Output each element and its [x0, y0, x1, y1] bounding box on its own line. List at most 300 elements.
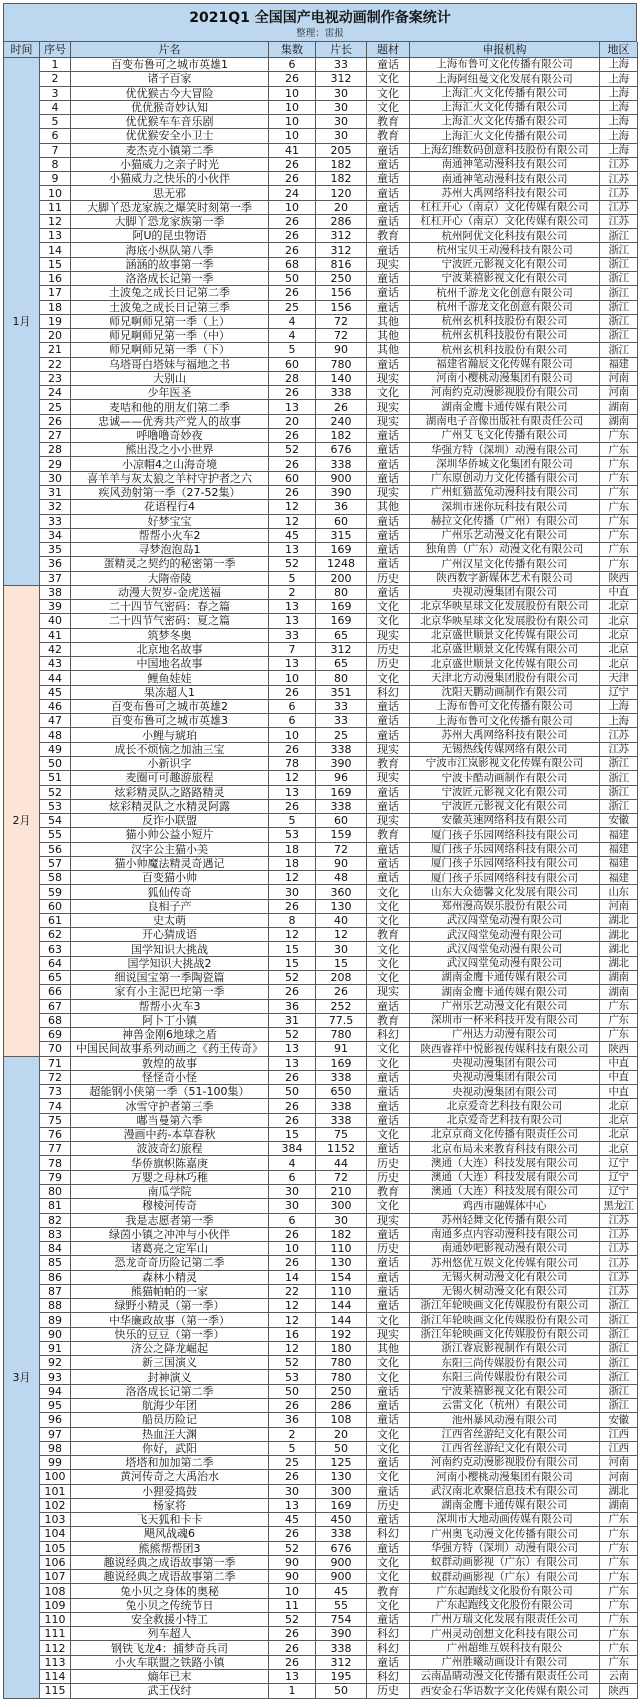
genre-cell: 文化: [367, 1199, 410, 1213]
seq-cell: 106: [40, 1556, 71, 1570]
genre-cell: 童话: [367, 1385, 410, 1399]
organization-cell: 上海汇火文化传播有限公司: [410, 101, 600, 115]
title-cell: 小凉帽4之山海奇境: [71, 457, 269, 471]
genre-cell: 历史: [367, 1499, 410, 1513]
title-cell: 南瓜学院: [71, 1185, 269, 1199]
genre-cell: 现实: [367, 629, 410, 643]
title-cell: 忠诚——优秀共产党人的故事: [71, 415, 269, 429]
organization-cell: 厦门孩子乐园网络科技有限公司: [410, 871, 600, 885]
episodes-cell: 12: [269, 771, 316, 785]
episodes-cell: 10: [269, 671, 316, 685]
length-cell: 91: [316, 1042, 367, 1056]
genre-cell: 文化: [367, 1470, 410, 1484]
organization-cell: 宁波卡酷动画制作有限公司: [410, 771, 600, 785]
organization-cell: 武汉闯堂兔动漫有限公司: [410, 942, 600, 956]
episodes-cell: 12: [269, 871, 316, 885]
seq-cell: 79: [40, 1171, 71, 1185]
length-cell: 20: [316, 1428, 367, 1442]
column-header-genre: 题材: [367, 42, 410, 58]
organization-cell: 上海布鲁可文化传播有限公司: [410, 714, 600, 728]
organization-cell: 北京布局未来教育科技有限公司: [410, 1142, 600, 1156]
episodes-cell: 4: [269, 1156, 316, 1170]
seq-cell: 77: [40, 1142, 71, 1156]
length-cell: 1248: [316, 557, 367, 571]
column-header-title: 片名: [71, 42, 269, 58]
genre-cell: 现实: [367, 486, 410, 500]
length-cell: 15: [316, 957, 367, 971]
region-cell: 福建: [600, 857, 638, 871]
genre-cell: 童话: [367, 1413, 410, 1427]
seq-cell: 87: [40, 1285, 71, 1299]
episodes-cell: 12: [269, 515, 316, 529]
seq-cell: 70: [40, 1042, 71, 1056]
region-cell: 上海: [600, 87, 638, 101]
length-cell: 650: [316, 1085, 367, 1099]
organization-cell: 天津北方动漫集团股份有限公司: [410, 671, 600, 685]
title-cell: 史太萌: [71, 914, 269, 928]
title-cell: 成长不烦恼之加油三宝: [71, 743, 269, 757]
title-cell: 狐仙传奇: [71, 885, 269, 899]
length-cell: 72: [316, 1171, 367, 1185]
genre-cell: 童话: [367, 543, 410, 557]
length-cell: 50: [316, 1442, 367, 1456]
region-cell: 北京: [600, 1142, 638, 1156]
region-cell: 江苏: [600, 1214, 638, 1228]
seq-cell: 93: [40, 1370, 71, 1384]
column-header-seq: 序号: [40, 42, 71, 58]
region-cell: 辽宁: [600, 1171, 638, 1185]
length-cell: 182: [316, 158, 367, 172]
seq-cell: 44: [40, 671, 71, 685]
seq-cell: 18: [40, 301, 71, 315]
genre-cell: 其他: [367, 343, 410, 357]
episodes-cell: 26: [269, 900, 316, 914]
seq-cell: 111: [40, 1627, 71, 1641]
title-cell: 鲤鱼娃娃: [71, 671, 269, 685]
seq-cell: 12: [40, 215, 71, 229]
length-cell: 676: [316, 1542, 367, 1556]
genre-cell: 童话: [367, 1613, 410, 1627]
region-cell: 江苏: [600, 215, 638, 229]
region-cell: 浙江: [600, 229, 638, 243]
seq-cell: 90: [40, 1328, 71, 1342]
title-cell: 热血汪大渊: [71, 1428, 269, 1442]
episodes-cell: 5: [269, 1442, 316, 1456]
organization-cell: 福建省瀚辰文化传媒有限公司: [410, 358, 600, 372]
title-cell: 百变猫小帅: [71, 871, 269, 885]
title-cell: 冰雪守护者第三季: [71, 1099, 269, 1113]
region-cell: 广东: [600, 1028, 638, 1042]
genre-cell: 童话: [367, 443, 410, 457]
genre-cell: 文化: [367, 1442, 410, 1456]
length-cell: 72: [316, 315, 367, 329]
month-label: 3月: [12, 1370, 31, 1384]
episodes-cell: 26: [269, 1099, 316, 1113]
title-cell: 北京地名故事: [71, 643, 269, 657]
organization-cell: 广州超维互娱科技有限公: [410, 1641, 600, 1655]
seq-cell: 10: [40, 186, 71, 200]
genre-cell: 童话: [367, 1256, 410, 1270]
seq-cell: 32: [40, 500, 71, 514]
organization-cell: 沈阳天鹏动画制作有限公司: [410, 686, 600, 700]
episodes-cell: 10: [269, 87, 316, 101]
seq-cell: 113: [40, 1656, 71, 1670]
organization-cell: 厦门孩子乐园网络科技有限公司: [410, 843, 600, 857]
length-cell: 30: [316, 87, 367, 101]
genre-cell: 童话: [367, 1456, 410, 1470]
genre-cell: 童话: [367, 429, 410, 443]
seq-cell: 4: [40, 101, 71, 115]
title-cell: 趣说经典之成语故事第一季: [71, 1556, 269, 1570]
seq-cell: 88: [40, 1299, 71, 1313]
title-cell: 麦圈可可趣游旅程: [71, 771, 269, 785]
title-cell: 海底小纵队第八季: [71, 243, 269, 257]
organization-cell: 武汉南北欢聚信息技术有限公司: [410, 1485, 600, 1499]
region-cell: 陕西: [600, 1042, 638, 1056]
title-cell: 大脚丫恐龙家族之爆笑时刻第一季: [71, 201, 269, 215]
seq-cell: 51: [40, 771, 71, 785]
genre-cell: 童话: [367, 529, 410, 543]
length-cell: 900: [316, 1556, 367, 1570]
region-cell: 辽宁: [600, 1185, 638, 1199]
title-cell: 嘟当曼第六季: [71, 1114, 269, 1128]
region-cell: 河南: [600, 372, 638, 386]
length-cell: 30: [316, 115, 367, 129]
region-cell: 北京: [600, 1114, 638, 1128]
region-cell: 江苏: [600, 743, 638, 757]
length-cell: 20: [316, 201, 367, 215]
organization-cell: 浙江年轮映画文化传媒股份有限公司: [410, 1328, 600, 1342]
title-cell: 熵年已末: [71, 1670, 269, 1684]
episodes-cell: 10: [269, 1242, 316, 1256]
organization-cell: 武汉闯堂兔动漫有限公司: [410, 957, 600, 971]
length-cell: 30: [316, 129, 367, 143]
length-cell: 250: [316, 272, 367, 286]
length-cell: 25: [316, 728, 367, 742]
organization-cell: 广州达力动漫有限公司: [410, 1028, 600, 1042]
episodes-cell: 2: [269, 586, 316, 600]
episodes-cell: 13: [269, 400, 316, 414]
episodes-cell: 20: [269, 415, 316, 429]
region-cell: 广东: [600, 557, 638, 571]
region-cell: 北京: [600, 1128, 638, 1142]
genre-cell: 现实: [367, 985, 410, 999]
organization-cell: 厦门孩子乐园网络科技有限公司: [410, 828, 600, 842]
length-cell: 338: [316, 1071, 367, 1085]
length-cell: 676: [316, 443, 367, 457]
seq-cell: 25: [40, 400, 71, 414]
genre-cell: 科幻: [367, 1028, 410, 1042]
region-cell: 浙江: [600, 1299, 638, 1313]
seq-cell: 104: [40, 1527, 71, 1541]
episodes-cell: 78: [269, 757, 316, 771]
title-cell: 寻梦泡泡岛1: [71, 543, 269, 557]
seq-cell: 11: [40, 201, 71, 215]
genre-cell: 现实: [367, 814, 410, 828]
region-cell: 上海: [600, 115, 638, 129]
title-cell: 小猫威力之亲子时光: [71, 158, 269, 172]
region-cell: 广东: [600, 486, 638, 500]
region-cell: 浙江: [600, 315, 638, 329]
region-cell: 中直: [600, 1085, 638, 1099]
episodes-cell: 13: [269, 657, 316, 671]
episodes-cell: 18: [269, 843, 316, 857]
genre-cell: 童话: [367, 700, 410, 714]
genre-cell: 童话: [367, 515, 410, 529]
length-cell: 60: [316, 515, 367, 529]
genre-cell: 童话: [367, 1285, 410, 1299]
column-header-length: 片长: [316, 42, 367, 58]
episodes-cell: 10: [269, 1584, 316, 1598]
genre-cell: 文化: [367, 671, 410, 685]
title-cell: 反诈小联盟: [71, 814, 269, 828]
genre-cell: 童话: [367, 786, 410, 800]
seq-cell: 94: [40, 1385, 71, 1399]
title-cell: 师兄啊师兄第一季（下）: [71, 343, 269, 357]
seq-cell: 103: [40, 1513, 71, 1527]
organization-cell: 陕西数字新媒体艺术有限公司: [410, 572, 600, 586]
organization-cell: 苏州轻舞文化传播有限公司: [410, 1214, 600, 1228]
organization-cell: 澳通（大连）科技发展有限公司: [410, 1156, 600, 1170]
seq-cell: 6: [40, 129, 71, 143]
genre-cell: 科幻: [367, 1670, 410, 1684]
episodes-cell: 12: [269, 1342, 316, 1356]
region-cell: 上海: [600, 129, 638, 143]
episodes-cell: 12: [269, 1299, 316, 1313]
organization-cell: 河南小樱桃动漫集团有限公司: [410, 372, 600, 386]
region-cell: 上海: [600, 58, 638, 72]
title-cell: 诸子百家: [71, 72, 269, 86]
title-cell: 土波兔之成长日记第三季: [71, 301, 269, 315]
seq-cell: 86: [40, 1271, 71, 1285]
episodes-cell: 26: [269, 172, 316, 186]
region-cell: 湖南: [600, 400, 638, 414]
seq-cell: 61: [40, 914, 71, 928]
organization-cell: 上海汇火文化传播有限公司: [410, 87, 600, 101]
seq-cell: 23: [40, 372, 71, 386]
episodes-cell: 8: [269, 914, 316, 928]
organization-cell: 无锡火树动漫文化有限公司: [410, 1271, 600, 1285]
seq-cell: 95: [40, 1399, 71, 1413]
seq-cell: 71: [40, 1057, 71, 1071]
region-cell: 福建: [600, 358, 638, 372]
region-cell: 上海: [600, 72, 638, 86]
seq-cell: 56: [40, 843, 71, 857]
genre-cell: 教育: [367, 115, 410, 129]
genre-cell: 童话: [367, 158, 410, 172]
genre-cell: 童话: [367, 215, 410, 229]
episodes-cell: 50: [269, 1385, 316, 1399]
organization-cell: 广州艾飞文化传播有限公司: [410, 429, 600, 443]
genre-cell: 童话: [367, 871, 410, 885]
organization-cell: 广东起跑线文化股份有限公司: [410, 1599, 600, 1613]
seq-cell: 109: [40, 1599, 71, 1613]
title-cell: 百变布鲁可之城市英雄2: [71, 700, 269, 714]
genre-cell: 童话: [367, 272, 410, 286]
organization-cell: 宁波莱禧影视文化有限公司: [410, 1385, 600, 1399]
length-cell: 450: [316, 1513, 367, 1527]
genre-cell: 文化: [367, 101, 410, 115]
seq-cell: 66: [40, 985, 71, 999]
seq-cell: 102: [40, 1499, 71, 1513]
region-cell: 北京: [600, 629, 638, 643]
organization-cell: 广州汉星文化传播有限公司: [410, 557, 600, 571]
region-cell: 江苏: [600, 1256, 638, 1270]
episodes-cell: 53: [269, 1370, 316, 1384]
seq-cell: 33: [40, 515, 71, 529]
episodes-cell: 10: [269, 115, 316, 129]
episodes-cell: 52: [269, 971, 316, 985]
episodes-cell: 26: [269, 486, 316, 500]
region-cell: 广东: [600, 1570, 638, 1584]
title-cell: 呼噜噜奇妙夜: [71, 429, 269, 443]
region-cell: 浙江: [600, 1313, 638, 1327]
seq-cell: 60: [40, 900, 71, 914]
organization-cell: 蚁群动画影视（广东）有限公司: [410, 1556, 600, 1570]
title-cell: 麦咭和他的朋友们第二季: [71, 400, 269, 414]
title-cell: 优优猴安全小卫士: [71, 129, 269, 143]
episodes-cell: 6: [269, 1214, 316, 1228]
organization-cell: 江西省丝游纪文化有限公司: [410, 1442, 600, 1456]
organization-cell: 宁波匠元影视文化有限公司: [410, 786, 600, 800]
length-cell: 33: [316, 700, 367, 714]
episodes-cell: 384: [269, 1142, 316, 1156]
episodes-cell: 15: [269, 1128, 316, 1142]
organization-cell: 上海幻维数码创意科技股份有限公司: [410, 144, 600, 158]
genre-cell: 童话: [367, 714, 410, 728]
episodes-cell: 26: [269, 1399, 316, 1413]
episodes-cell: 90: [269, 1556, 316, 1570]
organization-cell: 杠杠开心（南京）文化传媒有限公司: [410, 215, 600, 229]
seq-cell: 36: [40, 557, 71, 571]
length-cell: 754: [316, 1613, 367, 1627]
organization-cell: 杭州宝贝王动漫科技有限公司: [410, 243, 600, 257]
episodes-cell: 4: [269, 329, 316, 343]
genre-cell: 其他: [367, 315, 410, 329]
episodes-cell: 90: [269, 1570, 316, 1584]
organization-cell: 上海布鲁可文化传播有限公司: [410, 700, 600, 714]
length-cell: 120: [316, 186, 367, 200]
length-cell: 192: [316, 1328, 367, 1342]
organization-cell: 深圳市一杯米科技开发有限公司: [410, 1014, 600, 1028]
region-cell: 江苏: [600, 158, 638, 172]
seq-cell: 28: [40, 443, 71, 457]
genre-cell: 历史: [367, 1242, 410, 1256]
genre-cell: 童话: [367, 1399, 410, 1413]
organization-cell: 央视动漫集团有限公司: [410, 1057, 600, 1071]
title-cell: 猫小帅公益小短片: [71, 828, 269, 842]
length-cell: 182: [316, 1228, 367, 1242]
episodes-cell: 26: [269, 1641, 316, 1655]
organization-cell: 河南小樱桃动漫集团有限公司: [410, 1470, 600, 1484]
length-cell: 72: [316, 843, 367, 857]
title-cell: 洛洛成长记第二季: [71, 1385, 269, 1399]
organization-cell: 北京华映星球文化发展股份有限公司: [410, 600, 600, 614]
seq-cell: 14: [40, 243, 71, 257]
length-cell: 312: [316, 243, 367, 257]
seq-cell: 101: [40, 1485, 71, 1499]
region-cell: 湖南: [600, 1499, 638, 1513]
organization-cell: 深圳华侨城文化集团有限公司: [410, 457, 600, 471]
seq-cell: 35: [40, 543, 71, 557]
region-cell: 江苏: [600, 172, 638, 186]
episodes-cell: 16: [269, 1328, 316, 1342]
episodes-cell: 22: [269, 1285, 316, 1299]
region-cell: 浙江: [600, 1399, 638, 1413]
region-cell: 广东: [600, 1656, 638, 1670]
organization-cell: 央视动漫集团有限公司: [410, 1071, 600, 1085]
seq-cell: 37: [40, 572, 71, 586]
seq-cell: 15: [40, 258, 71, 272]
title-cell: 怪怪奇小怪: [71, 1071, 269, 1085]
region-cell: 福建: [600, 828, 638, 842]
genre-cell: 教育: [367, 928, 410, 942]
length-cell: 36: [316, 500, 367, 514]
title-cell: 船员历险记: [71, 1413, 269, 1427]
episodes-cell: 26: [269, 1114, 316, 1128]
title-cell: 动漫大贺岁-金虎送福: [71, 586, 269, 600]
organization-cell: 华强方特（深圳）动漫有限公司: [410, 443, 600, 457]
genre-cell: 科幻: [367, 686, 410, 700]
organization-cell: 澳通（大连）科技发展有限公司: [410, 1185, 600, 1199]
length-cell: 816: [316, 258, 367, 272]
title-cell: 喜羊羊与灰太狼之羊村守护者之六: [71, 472, 269, 486]
episodes-cell: 26: [269, 743, 316, 757]
genre-cell: 童话: [367, 286, 410, 300]
length-cell: 75: [316, 1128, 367, 1142]
seq-cell: 42: [40, 643, 71, 657]
genre-cell: 文化: [367, 600, 410, 614]
episodes-cell: 45: [269, 529, 316, 543]
length-cell: 60: [316, 814, 367, 828]
genre-cell: 教育: [367, 828, 410, 842]
organization-cell: 澳通（大连）科技发展有限公司: [410, 1171, 600, 1185]
length-cell: 252: [316, 1000, 367, 1014]
region-cell: 安徽: [600, 1413, 638, 1427]
length-cell: 90: [316, 343, 367, 357]
title-block: [3, 3, 637, 42]
organization-cell: 鸡西市融媒体中心: [410, 1199, 600, 1213]
length-cell: 240: [316, 415, 367, 429]
episodes-cell: 10: [269, 129, 316, 143]
length-cell: 300: [316, 1199, 367, 1213]
episodes-cell: 6: [269, 58, 316, 72]
length-cell: 65: [316, 657, 367, 671]
length-cell: 390: [316, 1627, 367, 1641]
seq-cell: 24: [40, 386, 71, 400]
seq-cell: 98: [40, 1442, 71, 1456]
organization-cell: 武汉闯堂兔动漫有限公司: [410, 914, 600, 928]
region-cell: 广东: [600, 443, 638, 457]
genre-cell: 教育: [367, 229, 410, 243]
genre-cell: 历史: [367, 643, 410, 657]
length-cell: 338: [316, 1114, 367, 1128]
page-title: 2021Q1 全国国产电视动画制作备案统计: [189, 10, 451, 26]
organization-cell: 河南约克动漫影视股份有限公司: [410, 386, 600, 400]
region-cell: 浙江: [600, 243, 638, 257]
length-cell: 360: [316, 885, 367, 899]
episodes-cell: 5: [269, 343, 316, 357]
episodes-cell: 15: [269, 942, 316, 956]
seq-cell: 3: [40, 87, 71, 101]
title-cell: 阿卜丁小镇: [71, 1014, 269, 1028]
region-cell: 中直: [600, 1057, 638, 1071]
seq-cell: 68: [40, 1014, 71, 1028]
episodes-cell: 45: [269, 1513, 316, 1527]
seq-cell: 105: [40, 1542, 71, 1556]
genre-cell: 童话: [367, 144, 410, 158]
organization-cell: 东阳三尚传媒股份有限公司: [410, 1370, 600, 1384]
